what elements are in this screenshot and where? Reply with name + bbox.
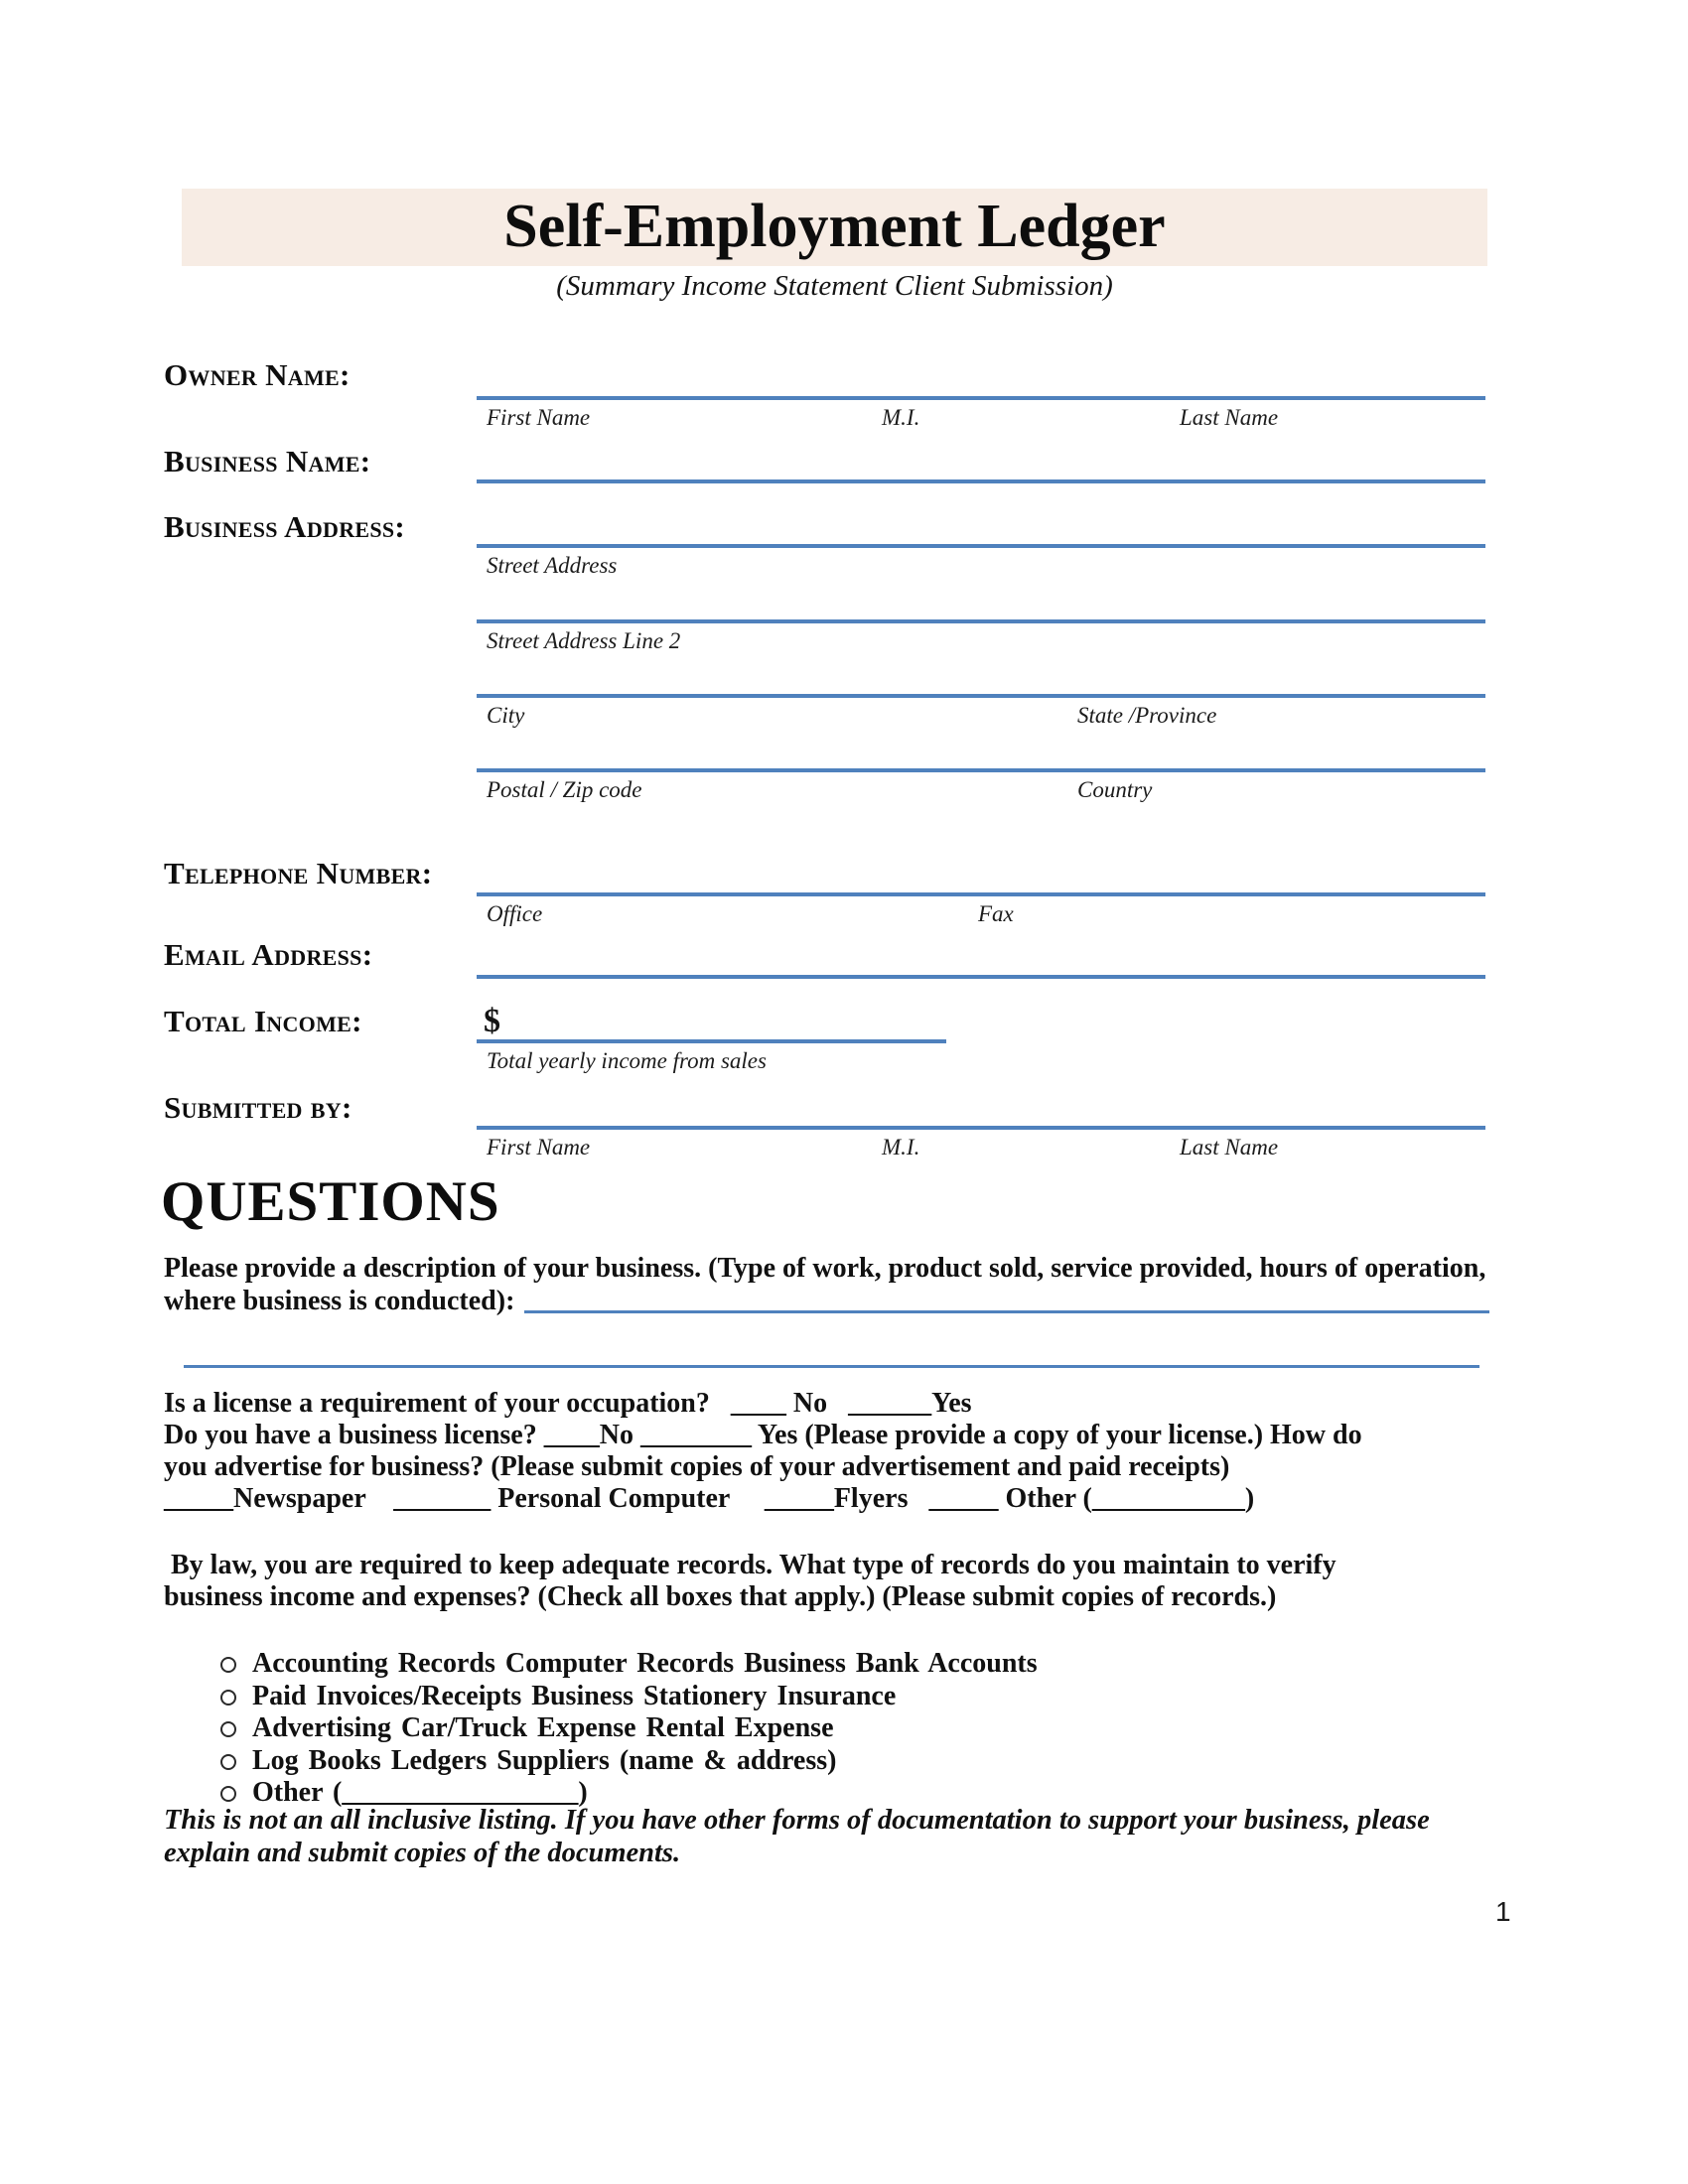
email-field-line[interactable] [477, 975, 1485, 979]
business-description-blank-line2[interactable] [184, 1365, 1479, 1368]
fax-sublabel: Fax [978, 901, 1014, 926]
records-question-line2: business income and expenses? (Check all boxes that apply.) (Please submit copies of records.) [164, 1581, 1277, 1612]
record-type-label: Other (_________________) [252, 1777, 588, 1808]
owner-mi-sublabel: M.I. [882, 405, 920, 430]
list-item [220, 1681, 1038, 1713]
business-name-field-line[interactable] [477, 479, 1485, 483]
business-description-row [164, 1286, 1489, 1318]
license-question-line3: you advertise for business? (Please submit copies of your advertisement and paid receipts) [164, 1451, 1230, 1482]
checkbox-paid-invoices[interactable] [220, 1690, 236, 1706]
checkbox-advertising[interactable] [220, 1721, 236, 1737]
submitted-mi-sublabel: M.I. [882, 1135, 920, 1160]
submitted-first-name-sublabel: First Name [487, 1135, 591, 1160]
page-number: 1 [1495, 1896, 1511, 1927]
street-address-sublabel: Street Address [487, 553, 618, 578]
owner-name-label: Owner Name: [164, 357, 351, 392]
postal-zip-sublabel: Postal / Zip code [487, 777, 642, 802]
postal-country-field-line[interactable] [477, 768, 1485, 772]
street-address2-sublabel: Street Address Line 2 [487, 628, 681, 653]
advertising-options-line: _____Newspaper _______ Personal Computer _____Flyers _____ Other (___________) [164, 1483, 1255, 1514]
city-state-field-line[interactable] [477, 694, 1485, 698]
checkbox-log-books[interactable] [220, 1754, 236, 1770]
submitted-by-label: Submitted by: [164, 1090, 352, 1125]
license-question-line1: Is a license a requirement of your occupation? ____ No ______Yes [164, 1388, 972, 1419]
state-province-sublabel: State /Province [1077, 703, 1217, 728]
questions-heading: QUESTIONS [161, 1170, 500, 1233]
total-income-field-line[interactable] [477, 1039, 946, 1043]
checkbox-other[interactable] [220, 1786, 236, 1802]
business-description-blank-line[interactable] [524, 1310, 1489, 1313]
currency-symbol: $ [484, 1003, 500, 1039]
business-description-line2: where business is conducted): [164, 1286, 515, 1316]
record-types-list [220, 1648, 1038, 1810]
record-type-label: Advertising Car/Truck Expense Rental Expense [252, 1712, 834, 1743]
telephone-field-line[interactable] [477, 892, 1485, 896]
inclusive-listing-note-line2: explain and submit copies of the documents. [164, 1838, 681, 1868]
business-address-label: Business Address: [164, 509, 406, 544]
office-sublabel: Office [487, 901, 543, 926]
list-item [220, 1648, 1038, 1681]
submitted-by-field-line[interactable] [477, 1126, 1485, 1130]
country-sublabel: Country [1077, 777, 1153, 802]
street-address2-field-line[interactable] [477, 619, 1485, 623]
telephone-number-label: Telephone Number: [164, 856, 433, 890]
license-question-line2: Do you have a business license? ____No ________ Yes (Please provide a copy of your license.) How do [164, 1420, 1362, 1450]
business-description-line1: Please provide a description of your business. (Type of work, product sold, service provided, hours of operation, [164, 1253, 1486, 1284]
record-type-label: Log Books Ledgers Suppliers (name & address) [252, 1744, 837, 1776]
total-income-label: Total Income: [164, 1004, 362, 1038]
owner-last-name-sublabel: Last Name [1180, 405, 1279, 430]
owner-name-field-line[interactable] [477, 396, 1485, 400]
owner-first-name-sublabel: First Name [487, 405, 591, 430]
list-item [220, 1712, 1038, 1745]
city-sublabel: City [487, 703, 525, 728]
record-type-label: Paid Invoices/Receipts Business Stationery Insurance [252, 1680, 897, 1711]
inclusive-listing-note-line1: This is not an all inclusive listing. If you have other forms of documentation to support your business, please [164, 1805, 1430, 1836]
email-address-label: Email Address: [164, 937, 373, 972]
list-item [220, 1745, 1038, 1778]
page-title: Self-Employment Ledger [503, 193, 1166, 260]
records-question-line1: By law, you are required to keep adequate records. What type of records do you maintain to verify [164, 1550, 1336, 1580]
total-income-hint: Total yearly income from sales [487, 1048, 767, 1073]
checkbox-accounting-records[interactable] [220, 1657, 236, 1673]
submitted-last-name-sublabel: Last Name [1180, 1135, 1279, 1160]
record-type-label: Accounting Records Computer Records Business Bank Accounts [252, 1648, 1038, 1679]
page-subtitle: (Summary Income Statement Client Submission) [556, 270, 1113, 302]
street-address-field-line[interactable] [477, 544, 1485, 548]
business-name-label: Business Name: [164, 444, 371, 478]
